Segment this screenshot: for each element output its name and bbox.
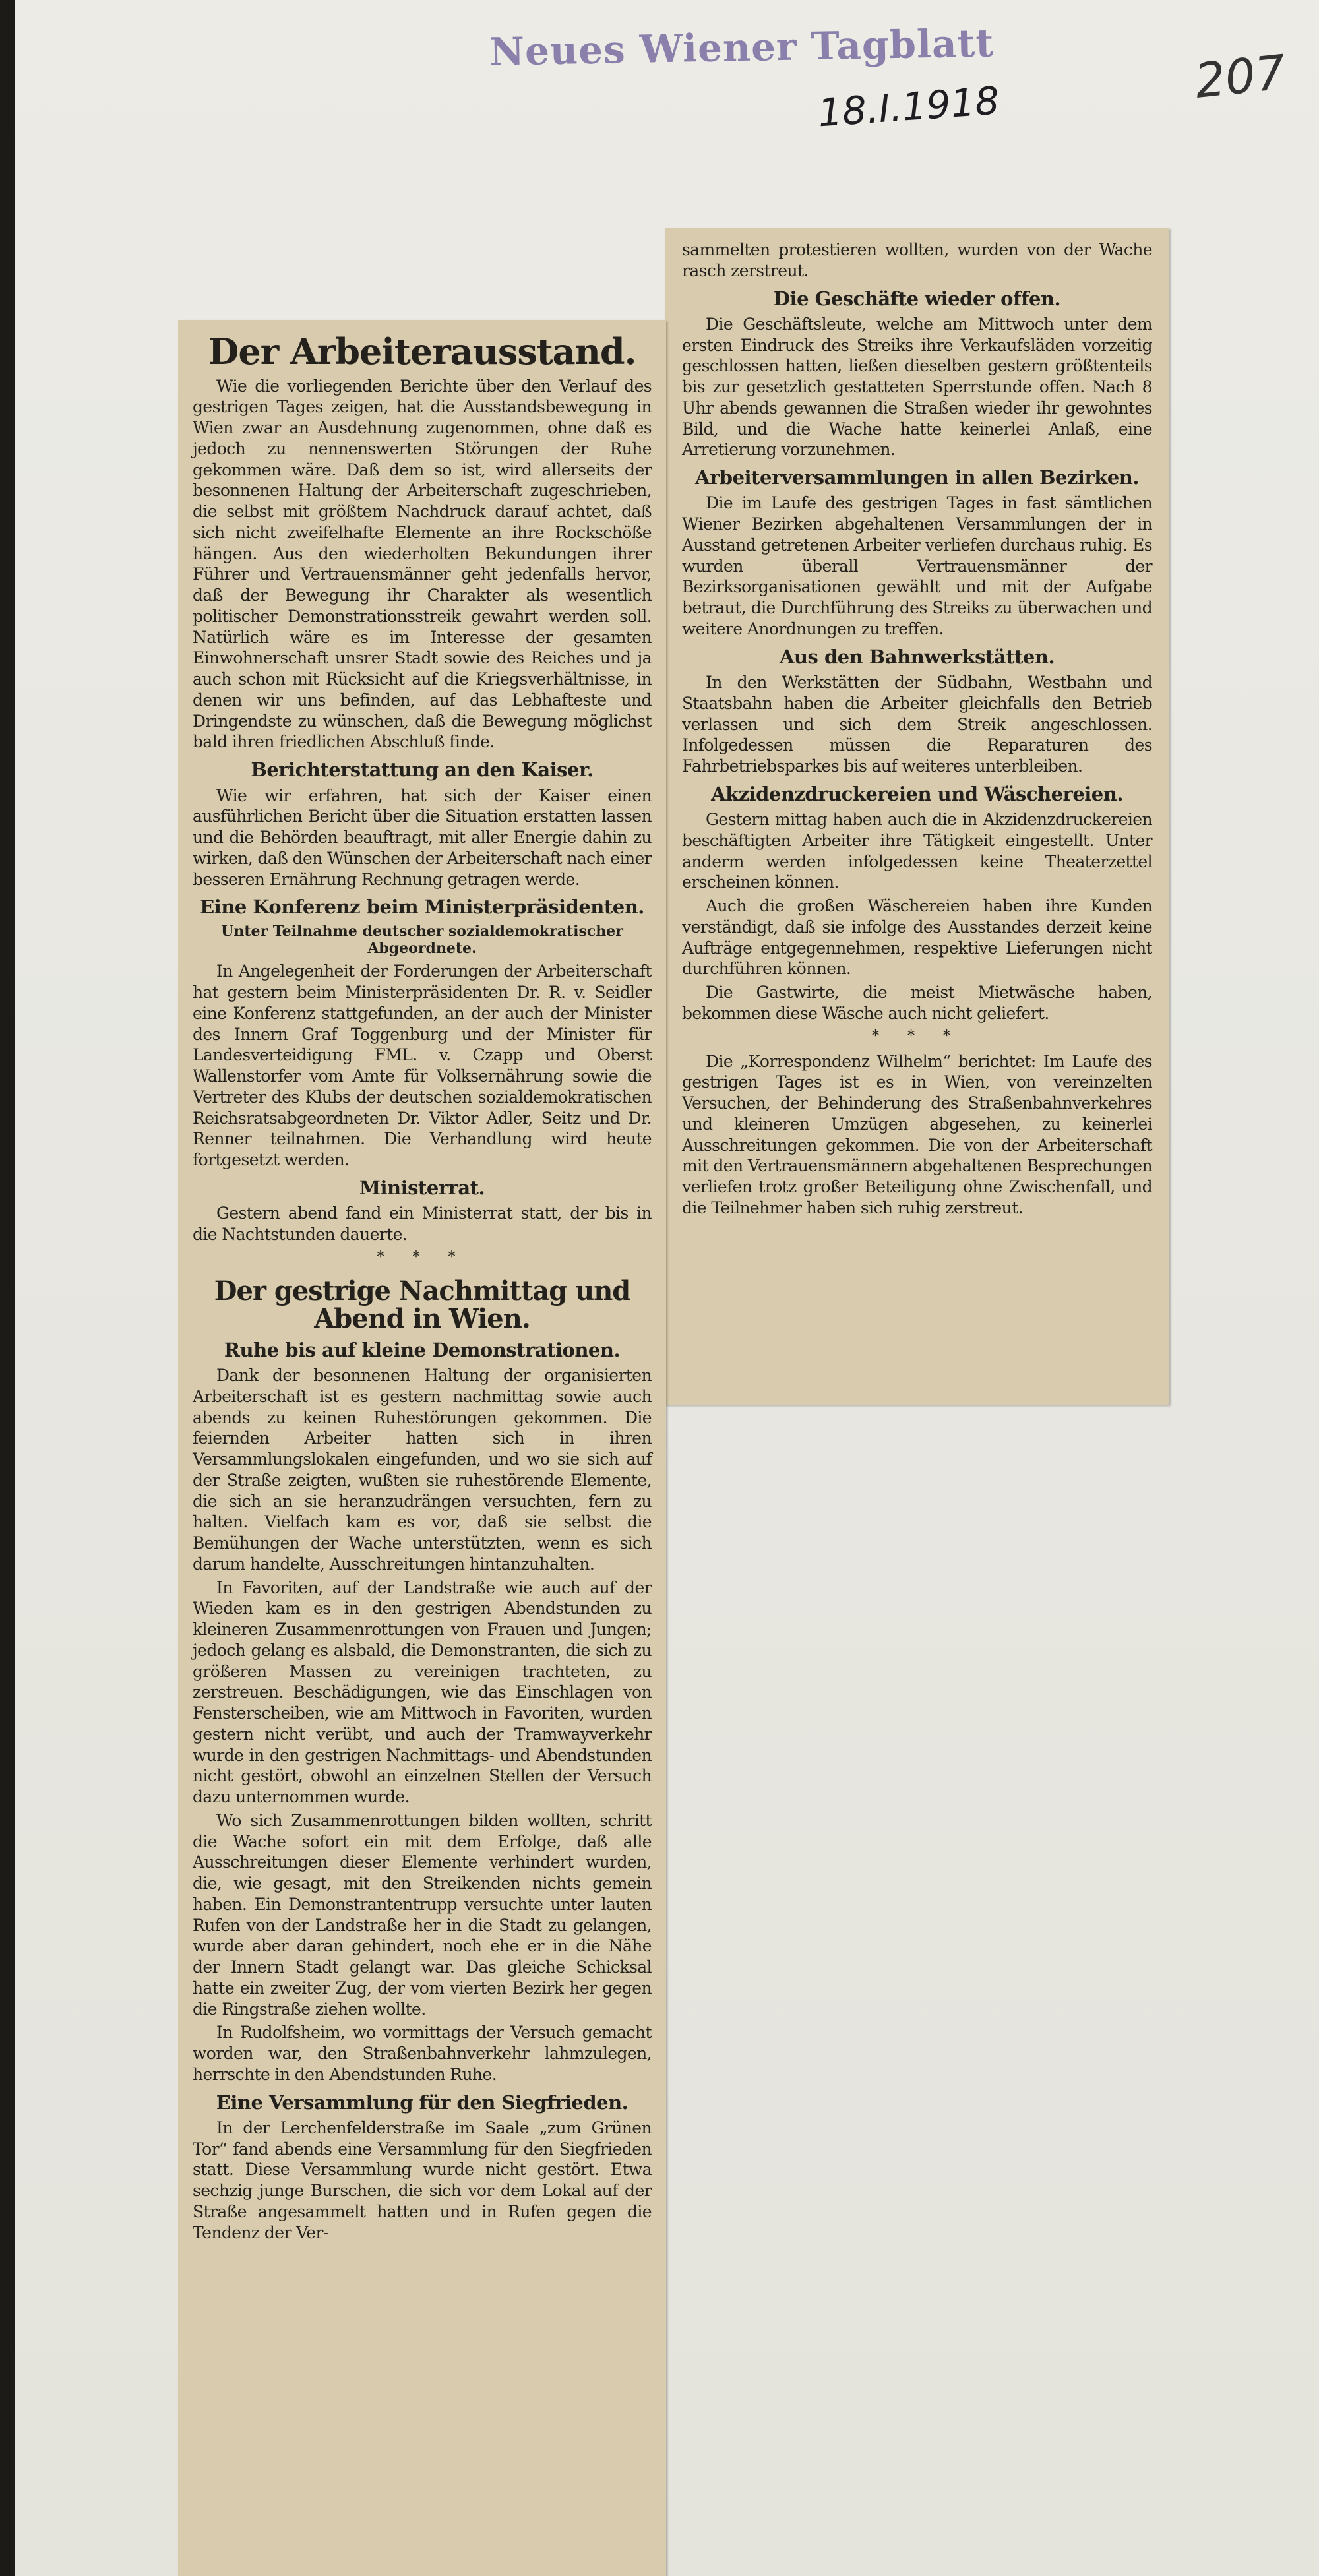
section-heading-ruhe: Ruhe bis auf kleine Demonstrationen.	[224, 1338, 621, 1361]
section-heading-akzidenz: Akzidenzdruckereien und Wäschereien.	[711, 782, 1123, 805]
handwritten-date: 18.I.1918	[816, 78, 1001, 136]
paragraph-intro: Wie die vorliegenden Berichte über den Verlauf des gestrigen Tages zeigen, hat die Ausstandsbewegung in Wien zwar an Ausdehnung zugenommen, ohne daß es jedoch zu nennenswerten Störungen der Ruhe gekommen wäre. Daß dem so ist, wird allerseits der besonnenen Haltung der Arbeiterschaft zugeschrieben, die selbst mit größtem Nachdruck darauf achtet, daß sich nicht zweifelhafte Elemente an ihre Rockschöße hängen. Aus den wiederholten Bekundungen ihrer Führer und Vertrauensmänner geht jedenfalls hervor, daß der Bewegung ihr Charakter als wesentlich politischer Demonstrationsstreik gewahrt werden soll. Natürlich wäre es im Interesse der gesamten Einwohnerschaft unsrer Stadt sowie des Reiches und ja auch schon mit Rücksicht auf die Kriegsverhältnisse, in denen wir uns befinden, auf das Lebhafteste und Dringendste zu wünschen, daß die Bewegung möglichst bald ihren friedlichen Abschluß finde.	[193, 376, 652, 752]
section-heading-kaiser: Berichterstattung an den Kaiser.	[251, 758, 594, 782]
paragraph-siegfrieden: In der Lerchenfelderstraße im Saale „zum Grünen Tor“ fand abends eine Versammlung für den Siegfrieden statt. Diese Versammlung wurde nicht gestört. Etwa sechzig junge Burschen, die sich vor dem Lokal auf der Straße angesammelt hatten und in Rufen gegen die Tendenz der Ver-	[193, 2118, 652, 2242]
article-headline: Der Arbeiterausstand.	[208, 330, 636, 373]
newspaper-stamp: Neues Wiener Tagblatt	[489, 20, 995, 75]
section-heading-siegfrieden: Eine Versammlung für den Siegfrieden.	[216, 2091, 629, 2114]
paragraph-ministerrat: Gestern abend fand ein Ministerrat statt, der bis in die Nachtstunden dauerte.	[193, 1204, 652, 1244]
section-separator: * * *	[377, 1248, 468, 1266]
paragraph-rudolfsheim: In Rudolfsheim, wo vormittags der Versuch gemacht worden war, den Straßenbahnverkehr lahmzulegen, herrschte in den Abendstunden Ruhe.	[193, 2023, 652, 2084]
section-heading-bahnwerkstaetten: Aus den Bahnwerkstätten.	[779, 645, 1055, 668]
section-heading-geschaefte: Die Geschäfte wieder offen.	[773, 287, 1061, 310]
section-heading-versammlungen: Arbeiterversammlungen in allen Bezirken.	[695, 466, 1139, 489]
paragraph-continuation: sammelten protestieren wollten, wurden von der Wache rasch zerstreut.	[682, 240, 1152, 280]
paragraph-favoriten: In Favoriten, auf der Landstraße wie auch auf der Wieden kam es in den gestrigen Abendstunden zu kleineren Zusammenrottungen von Frauen und Jungen; jedoch gelang es alsbald, die Demonstranten, die sich zu größeren Massen zu vereinigen trachteten, zu zerstreuen. Beschädigungen, wie das Einschlagen von Fensterscheiben, wie am Mittwoch in Favoriten, wurden gestern nicht verübt, und auch der Tramwayverkehr wurde in den gestrigen Nachmittags- und Abendstunden nicht gestört, obwohl an einzelnen Stellen der Versuch dazu unternommen wurde.	[193, 1578, 652, 1807]
paragraph-ruhe: Dank der besonnenen Haltung der organisierten Arbeiterschaft ist es gestern nachmittag sowie auch abends zu keinen Ruhestörungen gekommen. Die feiernden Arbeiter hatten sich in ihren Versammlungslokalen eingefunden, und wo sie sich auf der Straße zeigten, wußten sie ruhestörende Elemente, die sich an sie heranzudrängen versuchten, fern zu halten. Vielfach kam es vor, daß sie selbst die Bemühungen der Wache unterstützten, wenn es sich darum handelte, Ausschreitungen hintanzuhalten.	[193, 1366, 652, 1574]
paragraph-bahnwerkstaetten: In den Werkstätten der Südbahn, Westbahn und Staatsbahn haben die Arbeiter gleichfalls den Betrieb verlassen und sich dem Streik angeschlossen. Infolgedessen müssen die Reparaturen des Fahrbetriebsparkes bis auf weiteres unterbleiben.	[682, 673, 1152, 776]
paragraph-versammlungen: Die im Laufe des gestrigen Tages in fast sämtlichen Wiener Bezirken abgehaltenen Versammlungen der in Ausstand getretenen Arbeiter verliefen durchaus ruhig. Es wurden überall Vertrauensmänner der Bezirksorganisationen gewählt und mit der Aufgabe betraut, die Durchführung des Streiks zu überwachen und weitere Anordnungen zu treffen.	[682, 493, 1152, 638]
clipping-left	[178, 320, 666, 2576]
section-heading-ministerrat: Ministerrat.	[359, 1176, 485, 1199]
paragraph-akzidenz-2: Auch die großen Wäschereien haben ihre Kunden verständigt, daß sie infolge des Ausstandes derzeit keine Aufträge entgegennehmen, respektive Lieferungen nicht durchführen können.	[682, 896, 1152, 979]
clipping-right	[665, 228, 1169, 1405]
section-separator: * * *	[872, 1027, 962, 1045]
paragraph-korrespondenz: Die „Korrespondenz Wilhelm“ berichtet: Im Laufe des gestrigen Tages ist es in Wien, von vereinzelten Versuchen, der Behinderung des Straßenbahnverkehres und kleineren Umzügen abgesehen, zu keinerlei Ausschreitungen gekommen. Die von der Arbeiterschaft mit den Vertrauensmännern abgehaltenen Besprechungen verliefen trotz großer Beteiligung ohne Zwischenfall, und die Teilnehmer haben sich ruhig zerstreut.	[682, 1051, 1152, 1217]
article-headline-2: Der gestrige Nachmittag und Abend in Wien.	[214, 1275, 630, 1334]
paragraph-akzidenz-1: Gestern mittag haben auch die in Akzidenzdruckereien beschäftigten Arbeiter ihre Tätigkeit eingestellt. Unter anderm werden infolgedessen keine Theaterzettel erscheinen können.	[682, 810, 1152, 892]
paragraph-wache: Wo sich Zusammenrottungen bilden wollten, schritt die Wache sofort ein mit dem Erfolge, daß alle Ausschreitungen dieser Elemente verhindert wurden, die, wie gesagt, mit den Streikenden nichts gemein haben. Ein Demonstrantentrupp versuchte unter lauten Rufen von der Landstraße her in die Stadt zu gelangen, wurde aber daran gehindert, noch ehe er in die Nähe der Innern Stadt gelangt war. Das gleiche Schicksal hatte ein zweiter Zug, der vom vierten Bezirk her gegen die Ringstraße ziehen wollte.	[193, 1810, 652, 2019]
section-subheading-konferenz: Unter Teilnahme deutscher sozialdemokratischer Abgeordnete.	[221, 922, 623, 958]
page-number: 207	[1192, 44, 1289, 109]
paragraph-konferenz: In Angelegenheit der Forderungen der Arbeiterschaft hat gestern beim Ministerpräsidenten Dr. R. v. Seidler eine Konferenz stattgefunden, an der auch der Minister des Innern Graf Toggenburg und der Minister für Landesverteidigung FML. v. Czapp und Oberst Wallenstorfer vom Amte für Volksernährung sowie die Vertreter des Klubs der deutschen sozialdemokratischen Reichsratsabgeordneten Dr. Viktor Adler, Seitz und Dr. Renner teilnahmen. Die Verhandlung wird heute fortgesetzt werden.	[193, 962, 652, 1170]
paragraph-geschaefte: Die Geschäftsleute, welche am Mittwoch unter dem ersten Eindruck des Streiks ihre Verkaufsläden vorzeitig geschlossen hatten, ließen dieselben gestern größtenteils bis zur gesetzlich gestatteten Sperrstunde offen. Nach 8 Uhr abends gewannen die Straßen wieder ihr gewohntes Bild, und die Wache hatte keinerlei Anlaß, eine Arretierung vorzunehmen.	[682, 314, 1152, 460]
paragraph-akzidenz-3: Die Gastwirte, die meist Mietwäsche haben, bekommen diese Wäsche auch nicht geliefert.	[682, 983, 1152, 1023]
paragraph-kaiser: Wie wir erfahren, hat sich der Kaiser einen ausführlichen Bericht über die Situation erstatten lassen und die Behörden beauftragt, mit aller Energie dahin zu wirken, daß den Wünschen der Arbeiterschaft nach einer besseren Ernährung Rechnung getragen werde.	[193, 785, 652, 889]
section-heading-konferenz: Eine Konferenz beim Ministerpräsidenten.	[200, 896, 644, 919]
